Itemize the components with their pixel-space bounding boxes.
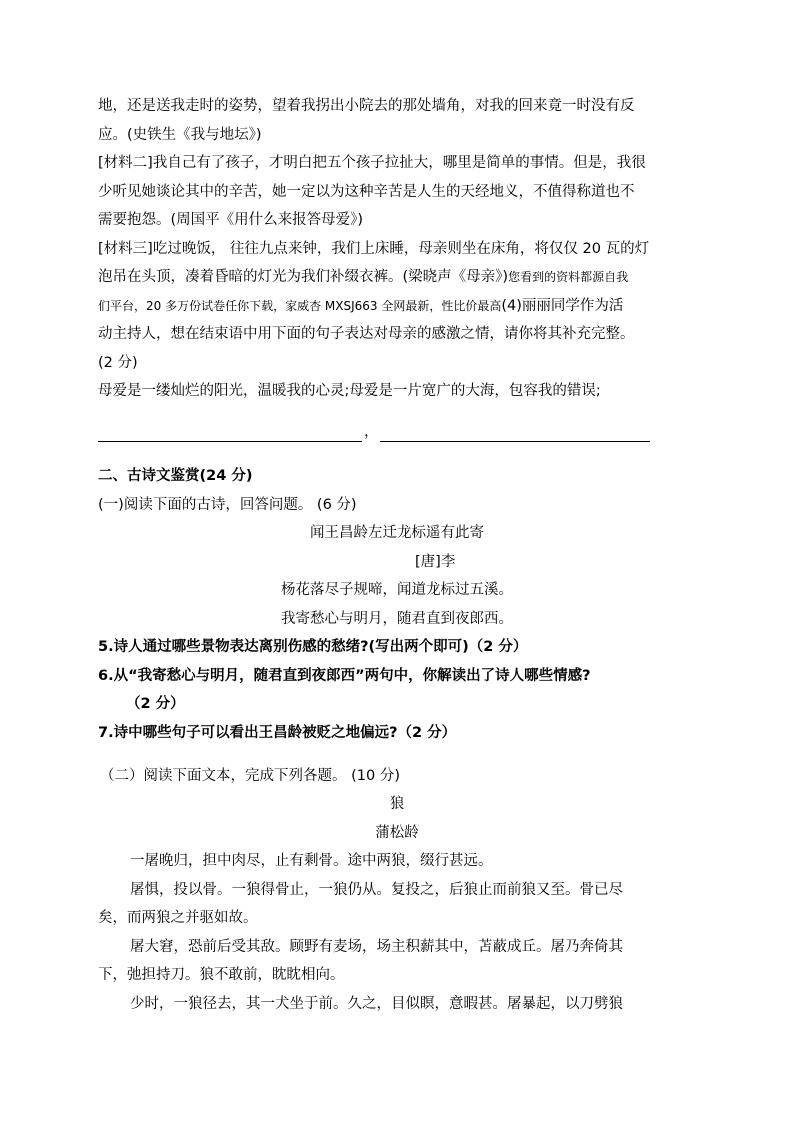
- material1-line1: 地，还是送我走时的姿势，望着我拐出小院去的那处墙角，对我的回来竟一时没有反: [98, 98, 635, 114]
- text-title: 狼: [389, 796, 405, 812]
- question4-start: (4)丽丽同学作为活: [501, 298, 624, 314]
- blank-separator: ，: [364, 424, 379, 440]
- paragraph1: 一屠晚归，担中肉尽，止有剩骨。途中两狼，缀行甚远。: [130, 853, 493, 869]
- question4-line2: 动主持人，想在结束语中用下面的句子表达对母亲的感激之情，请你将其补充完整。: [98, 326, 635, 342]
- question6-line1: 6.从“我寄愁心与明月，随君直到夜郎西”两句中，你解读出了诗人哪些情感?: [98, 668, 591, 684]
- watermark-ad-text-2: 们平台，20 多万份试卷任你下载，家威杏 MXSJ663 全网最新，性比价最高: [98, 299, 502, 313]
- poem-line2: 我寄愁心与明月，随君直到夜郎西。: [281, 611, 513, 627]
- material3-line3: [98, 296, 623, 316]
- question4-score: (2 分): [98, 355, 138, 371]
- question5: 5.诗人通过哪些景物表达离别伤感的愁绪?(写出两个即可)（2 分）: [98, 639, 528, 655]
- poem-title: 闻王昌龄左迁龙标遥有此寄: [310, 525, 484, 541]
- answer-blank-2[interactable]: [380, 441, 650, 442]
- question7: 7.诗中哪些句子可以看出王昌龄被贬之地偏远?（2 分）: [98, 725, 457, 741]
- paragraph3-line2: 下，弛担持刀。狼不敢前，眈眈相向。: [98, 967, 345, 983]
- poem-author: [唐]李: [415, 554, 456, 570]
- watermark-ad-text: 您看到的资料都源自我: [508, 270, 629, 284]
- poem-line1: 杨花落尽子规啼，闻道龙标过五溪。: [281, 582, 513, 598]
- material3-line2: [98, 267, 628, 287]
- answer-blank-1[interactable]: [98, 441, 362, 442]
- part2-intro: （二）阅读下面文本，完成下列各题。 (10 分): [100, 768, 400, 784]
- material2-line3: 需要抱怨。(周国平《用什么来报答母爱》): [98, 212, 364, 228]
- text-author: 蒲松龄: [375, 825, 419, 841]
- question4-prompt: 母爱是一缕灿烂的阳光，温暖我的心灵;母爱是一片宽广的大海，包容我的错误;: [98, 383, 601, 399]
- paragraph3-line1: 屠大窘，恐前后受其敌。顾野有麦场，场主积薪其中，苫蔽成丘。屠乃奔倚其: [130, 939, 623, 955]
- paragraph2-line1: 屠惧，投以骨。一狼得骨止，一狼仍从。复投之，后狼止而前狼又至。骨已尽: [130, 882, 623, 898]
- material2-line1: [材料二]我自己有了孩子，才明白把五个孩子拉扯大，哪里是简单的事情。但是，我很: [98, 155, 646, 171]
- material3-line1: [材料三]吃过晚饭， 往往九点来钟，我们上床睡，母亲则坐在床角，将仅仅 20 瓦的灯: [98, 241, 650, 257]
- part1-intro: (一)阅读下面的古诗，回答问题。 (6 分): [98, 497, 357, 513]
- material3-line2-main: 泡吊在头顶，凑着昏暗的灯光为我们补缀衣裤。(梁晓声《母亲》): [98, 269, 509, 285]
- material2-line2: 少听见她谈论其中的辛苦，她一定以为这种辛苦是人生的天经地义，不值得称道也不: [98, 184, 635, 200]
- section2-title: 二、古诗文鉴赏(24 分): [98, 468, 253, 484]
- material1-line2: 应。(史铁生《我与地坛》): [98, 127, 262, 143]
- question6-line2: （2 分）: [126, 696, 185, 712]
- paragraph2-line2: 矣，而两狼之并驱如故。: [98, 910, 258, 926]
- paragraph4-line1: 少时，一狼径去，其一犬坐于前。久之，目似瞑，意暇甚。屠暴起，以刀劈狼: [130, 996, 623, 1012]
